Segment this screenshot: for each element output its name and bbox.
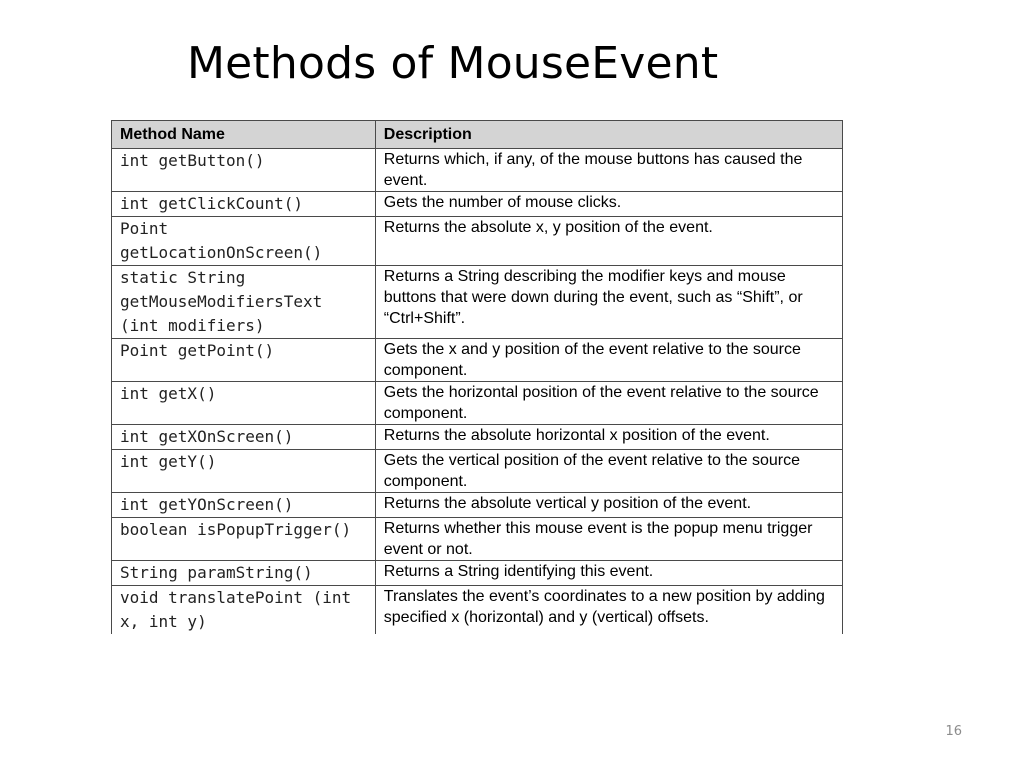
table-row [112, 586, 843, 635]
description-header: Description [375, 121, 842, 149]
method-cell: String paramString() [112, 561, 376, 586]
description-cell: Returns a String describing the modifier keys and mouse buttons that were down during the event, such as “Shift”, or “Ctrl+Shift”. [375, 266, 842, 339]
methods-table [111, 120, 843, 634]
table-row [112, 493, 843, 518]
table-row [112, 561, 843, 586]
method-cell: int getX() [112, 382, 376, 425]
description-cell: Returns the absolute vertical y position of the event. [375, 493, 842, 518]
table-row [112, 518, 843, 561]
description-cell: Gets the x and y position of the event relative to the source component. [375, 339, 842, 382]
table-header-row [112, 121, 843, 149]
table-row [112, 149, 843, 192]
description-cell: Gets the vertical position of the event relative to the source component. [375, 450, 842, 493]
table-row [112, 382, 843, 425]
method-cell: int getY() [112, 450, 376, 493]
method-cell: static String getMouseModifiersText (int modifiers) [112, 266, 376, 339]
method-cell: boolean isPopupTrigger() [112, 518, 376, 561]
table-row [112, 217, 843, 266]
method-cell: int getButton() [112, 149, 376, 192]
method-cell: Point getLocationOnScreen() [112, 217, 376, 266]
description-cell: Returns a String identifying this event. [375, 561, 842, 586]
description-cell: Returns whether this mouse event is the popup menu trigger event or not. [375, 518, 842, 561]
table-row [112, 266, 843, 339]
description-cell: Gets the horizontal position of the event relative to the source component. [375, 382, 842, 425]
description-cell: Returns the absolute x, y position of the event. [375, 217, 842, 266]
method-name-header: Method Name [112, 121, 376, 149]
method-cell: void translatePoint (int x, int y) [112, 586, 376, 635]
description-cell: Returns the absolute horizontal x position of the event. [375, 425, 842, 450]
slide-title: Methods of MouseEvent [187, 38, 719, 89]
table-row [112, 450, 843, 493]
table-row [112, 425, 843, 450]
page-number: 16 [945, 724, 962, 739]
description-cell: Translates the event’s coordinates to a new position by adding specified x (horizontal) and y (vertical) offsets. [375, 586, 842, 635]
method-cell: int getClickCount() [112, 192, 376, 217]
description-cell: Gets the number of mouse clicks. [375, 192, 842, 217]
table-row [112, 192, 843, 217]
method-cell: Point getPoint() [112, 339, 376, 382]
description-cell: Returns which, if any, of the mouse buttons has caused the event. [375, 149, 842, 192]
table-row [112, 339, 843, 382]
method-cell: int getYOnScreen() [112, 493, 376, 518]
method-cell: int getXOnScreen() [112, 425, 376, 450]
